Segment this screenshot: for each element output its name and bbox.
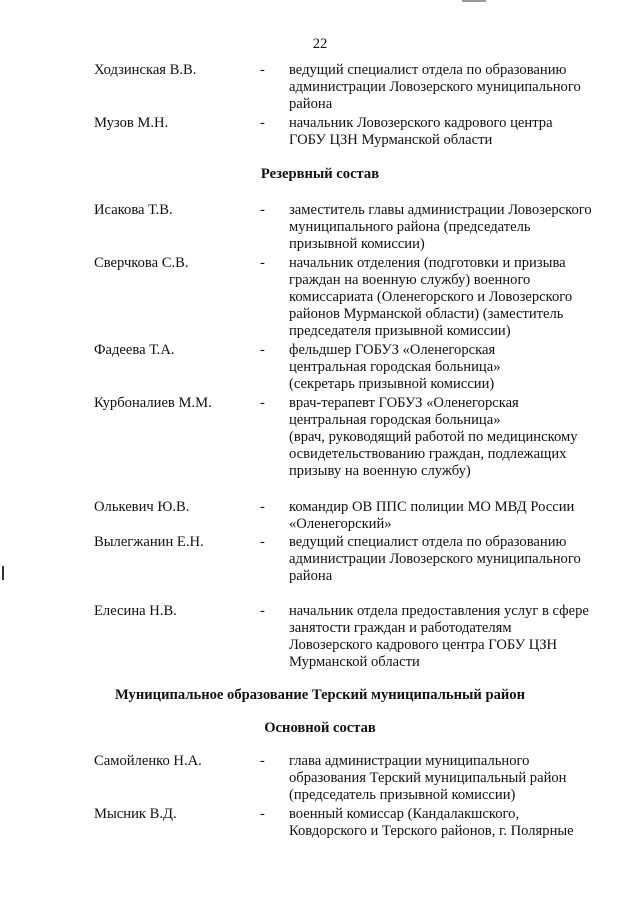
municipality-heading: Муниципальное образование Терский муниципальный район bbox=[114, 687, 526, 703]
member-position bbox=[289, 115, 619, 149]
reserve-heading: Резервный состав bbox=[260, 166, 380, 182]
position-line: Ковдорского и Терского районов, г. Полярные bbox=[289, 823, 574, 839]
position-line: образования Терский муниципальный район bbox=[289, 770, 567, 786]
position-line: военный комиссар (Кандалакшского, bbox=[289, 806, 520, 822]
position-line: муниципального района (председатель bbox=[289, 219, 531, 235]
position-line: центральная городская больница» bbox=[289, 359, 501, 375]
dash: - bbox=[260, 115, 265, 131]
position-line: комиссариата (Оленегорского и Ловозерского bbox=[289, 289, 573, 305]
position-line: фельдшер ГОБУЗ «Оленегорская bbox=[289, 342, 496, 358]
member-name: Мысник В.Д. bbox=[94, 806, 177, 822]
position-line: председателя призывной комиссии) bbox=[289, 323, 511, 339]
member-name: Музов М.Н. bbox=[94, 115, 169, 131]
position-line: граждан на военную службу) военного bbox=[289, 272, 531, 288]
position-line: района bbox=[289, 568, 333, 584]
member-name: Самойленко Н.А. bbox=[94, 753, 202, 769]
member-name: Ходзинская В.В. bbox=[94, 62, 197, 78]
position-line: Мурманской области bbox=[289, 654, 420, 670]
dash: - bbox=[260, 395, 265, 411]
member-position bbox=[289, 753, 619, 804]
position-line: (секретарь призывной комиссии) bbox=[289, 376, 495, 392]
dash: - bbox=[260, 603, 265, 619]
dash: - bbox=[260, 202, 265, 218]
member-name: Елесина Н.В. bbox=[94, 603, 177, 619]
member-name: Вылегжанин Е.Н. bbox=[94, 534, 204, 550]
dash: - bbox=[260, 806, 265, 822]
member-name: Олькевич Ю.В. bbox=[94, 499, 190, 515]
position-line: (председатель призывной комиссии) bbox=[289, 787, 516, 803]
position-line: ведущий специалист отдела по образованию bbox=[289, 534, 567, 550]
position-line: администрации Ловозерского муниципального bbox=[289, 551, 581, 567]
position-line: начальник отдела предоставления услуг в сфере bbox=[289, 603, 589, 619]
dash: - bbox=[260, 534, 265, 550]
position-line: районов Мурманской области) (заместитель bbox=[289, 306, 564, 322]
main-composition-heading: Основной состав bbox=[264, 720, 376, 736]
member-position bbox=[289, 342, 619, 393]
position-line: командир ОВ ППС полиции МО МВД России bbox=[289, 499, 575, 515]
dash: - bbox=[260, 499, 265, 515]
position-line: заместитель главы администрации Ловозерского bbox=[289, 202, 592, 218]
position-line: ведущий специалист отдела по образованию bbox=[289, 62, 567, 78]
dash: - bbox=[260, 255, 265, 271]
member-position bbox=[289, 395, 619, 480]
page-number: 22 bbox=[312, 36, 328, 52]
member-position bbox=[289, 499, 619, 533]
position-line: центральная городская больница» bbox=[289, 412, 501, 428]
position-line: ГОБУ ЦЗН Мурманской области bbox=[289, 132, 493, 148]
member-position bbox=[289, 62, 619, 113]
position-line: администрации Ловозерского муниципального bbox=[289, 79, 581, 95]
position-line: освидетельствованию граждан, подлежащих bbox=[289, 446, 567, 462]
position-line: призывной комиссии) bbox=[289, 236, 425, 252]
dash: - bbox=[260, 62, 265, 78]
scan-mark bbox=[2, 566, 4, 580]
position-line: Ловозерского кадрового центра ГОБУ ЦЗН bbox=[289, 637, 558, 653]
position-line: врач-терапевт ГОБУЗ «Оленегорская bbox=[289, 395, 519, 411]
position-line: глава администрации муниципального bbox=[289, 753, 530, 769]
member-position bbox=[289, 603, 619, 671]
position-line: призыву на военную службу) bbox=[289, 463, 471, 479]
position-line: «Оленегорский» bbox=[289, 516, 392, 532]
position-line: начальник отделения (подготовки и призыва bbox=[289, 255, 566, 271]
member-position bbox=[289, 806, 619, 840]
position-line: начальник Ловозерского кадрового центра bbox=[289, 115, 553, 131]
member-name: Исакова Т.В. bbox=[94, 202, 173, 218]
position-line: района bbox=[289, 96, 333, 112]
member-name: Сверчкова С.В. bbox=[94, 255, 189, 271]
member-position bbox=[289, 202, 619, 253]
member-name: Фадеева Т.А. bbox=[94, 342, 175, 358]
position-line: (врач, руководящий работой по медицинскому bbox=[289, 429, 578, 445]
dash: - bbox=[260, 342, 265, 358]
scan-mark bbox=[462, 0, 486, 2]
member-position bbox=[289, 534, 619, 585]
member-position bbox=[289, 255, 619, 340]
dash: - bbox=[260, 753, 265, 769]
member-name: Курбоналиев М.М. bbox=[94, 395, 212, 411]
position-line: занятости граждан и работодателям bbox=[289, 620, 512, 636]
